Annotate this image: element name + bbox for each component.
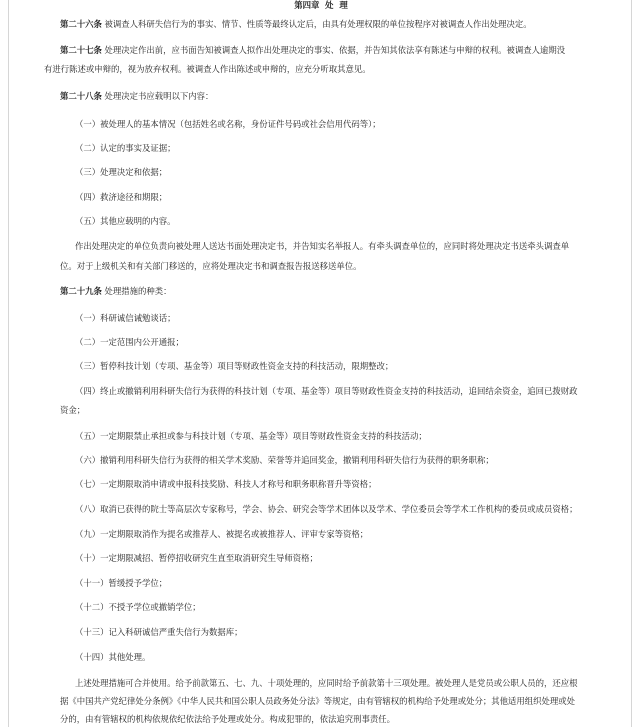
article-28 (60, 86, 620, 107)
closing-line1: 上述处理措施可合并使用。给予前款第五、七、九、十项处理的，应同时给予前款第十三项处理。被处理人是党员或公职人员的，还应根 (75, 678, 578, 688)
article-28-text: 处理决定书应载明以下内容： (104, 91, 214, 101)
article-26-text: 被调查人科研失信行为的事实、情节、性质等最终认定后，由具有处理权限的单位按程序对被调查人作出处理决定。 (104, 19, 532, 29)
article-26-head: 第二十六条 (60, 19, 102, 29)
article-29-head: 第二十九条 (60, 286, 102, 296)
measure-item-14: （十四）其他处理。 (75, 652, 151, 662)
article-29 (60, 281, 620, 302)
measure-item-6: （六）撤销利用科研失信行为获得的相关学术奖励、荣誉等并追回奖金，撤销利用科研失信行为获得的职务职称； (75, 455, 494, 465)
measure-item-5: （五）一定期限禁止承担或参与科技计划（专项、基金等）项目等财政性资金支持的科技活动； (75, 431, 427, 441)
closing-line2: 据《中国共产党纪律处分条例》《中华人民共和国公职人员政务处分法》等规定，由有管辖权的机构给予处理或处分；其他适用组织处理或处 (60, 696, 576, 706)
measure-item-12: （十二）不授予学位或撤销学位； (75, 602, 201, 612)
article-27 (60, 41, 620, 60)
closing-line3: 分的，由有管辖权的机构依规依纪依法给予处理或处分。构成犯罪的，依法追究刑事责任。 (60, 714, 395, 724)
measure-item-8: （八）取消已获得的院士等高层次专家称号，学会、协会、研究会等学术团体以及学术、学位委员会等学术工作机构的委员或成员资格； (75, 504, 578, 514)
measure-item-7: （七）一定期限取消申请或申报科技奖励、科技人才称号和职务职称晋升等资格； (75, 479, 377, 489)
page-right-border (631, 0, 632, 727)
decision-item-4: （四）救济途径和期限； (75, 192, 168, 202)
measure-item-9: （九）一定期限取消作为提名或推荐人、被提名或被推荐人、评审专家等资格； (75, 529, 369, 539)
decision-item-2: （二）认定的事实及证据； (75, 143, 176, 153)
article-26 (60, 14, 620, 35)
measure-item-2: （二）一定范围内公开通报； (75, 337, 184, 347)
page-left-border (8, 0, 9, 727)
chapter-title: 第四章 处 理 (294, 0, 348, 10)
measure-item-11: （十一）暂缓授予学位； (75, 578, 168, 588)
decision-item-5: （五）其他应载明的内容。 (75, 216, 176, 226)
article-29-text: 处理措施的种类： (104, 286, 172, 296)
decision-item-1: （一）被处理人的基本情况（包括姓名或名称，身份证件号码或社会信用代码等）； (75, 119, 381, 129)
article-28-head: 第二十八条 (60, 91, 102, 101)
measure-item-4-cont: 资金； (60, 405, 86, 415)
measure-item-13: （十三）记入科研诚信严重失信行为数据库； (75, 627, 243, 637)
article-27-head: 第二十七条 (60, 45, 102, 55)
article-27-cont (44, 60, 620, 79)
measure-item-3: （三）暂停科技计划（专项、基金等）项目等财政性资金支持的科技活动，限期整改； (75, 361, 394, 371)
measure-item-1: （一）科研诚信诫勉谈话； (75, 313, 176, 323)
decision-item-3: （三）处理决定和依据； (75, 167, 168, 177)
measure-item-10: （十）一定期限减招、暂停招收研究生直至取消研究生导师资格； (75, 553, 318, 563)
delivery-line2: 位。对于上级机关和有关部门移送的，应将处理决定书和调查报告报送移送单位。 (60, 261, 362, 271)
measure-item-4: （四）终止或撤销利用科研失信行为获得的科技计划（专项、基金等）项目等财政性资金支持的科技活动，追回结余资金，追回已拨财政 (75, 386, 578, 396)
delivery-line1: 作出处理决定的单位负责向被处理人送达书面处理决定书，并告知实名举报人。有牵头调查单位的，应同时将处理决定书送牵头调查单 (75, 241, 570, 251)
article-27-line2: 有进行陈述或申辩的，视为放弃权利。被调查人作出陈述或申辩的，应充分听取其意见。 (44, 64, 371, 74)
article-27-line1: 处理决定作出前，应书面告知被调查人拟作出处理决定的事实、依据，并告知其依法享有陈述与申辩的权利。被调查人逾期没 (104, 45, 566, 55)
